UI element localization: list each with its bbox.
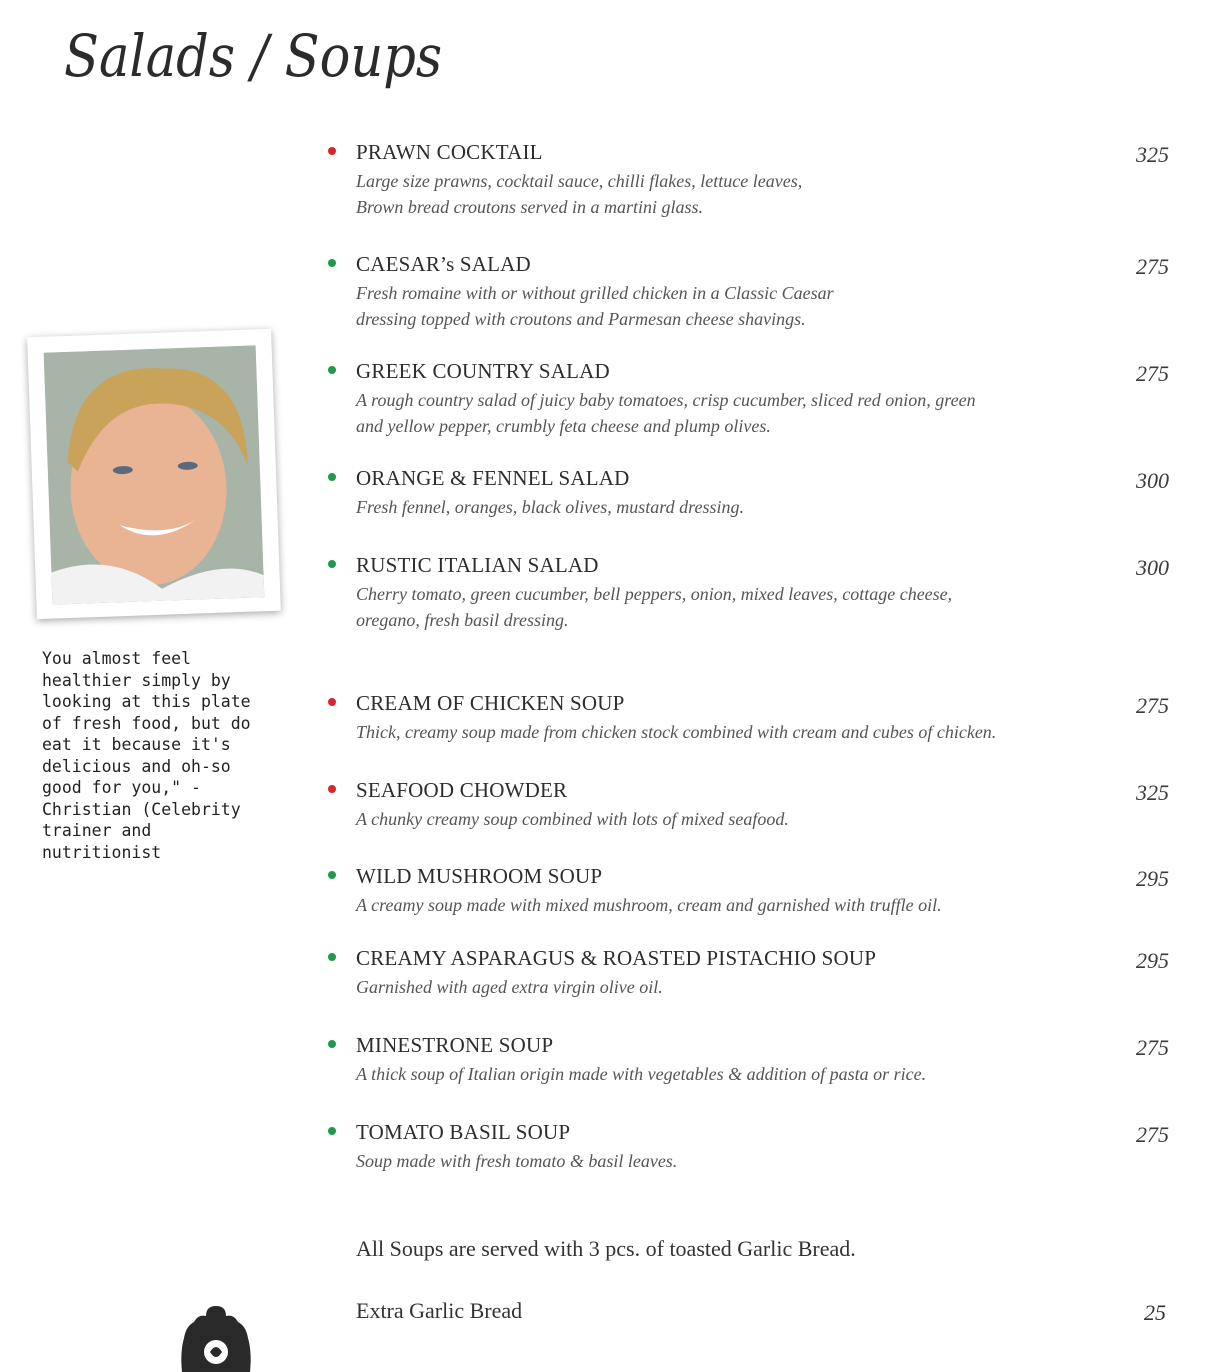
item-name: WILD MUSHROOM SOUP	[356, 864, 603, 888]
trainer-quote: You almost feel healthier simply by looking at this plate of fresh food, but do eat it because it's delicious and oh-so good for you," - Christian (Celebrity trainer and nutritionist	[42, 649, 251, 862]
veg-dot-icon	[328, 1040, 336, 1048]
soup-footnote: All Soups are served with 3 pcs. of toasted Garlic Bread.	[356, 1236, 856, 1261]
item-description: Fresh romaine with or without grilled chicken in a Classic Caesar dressing topped with croutons and Parmesan cheese shavings.	[356, 283, 834, 329]
item-name: GREEK COUNTRY SALAD	[356, 359, 610, 383]
veg-dot-icon	[328, 366, 336, 374]
item-name: SEAFOOD CHOWDER	[356, 778, 568, 802]
extra-item-name: Extra Garlic Bread	[356, 1298, 523, 1323]
chef-photo	[44, 345, 265, 604]
veg-dot-icon	[328, 259, 336, 267]
item-price: 275	[1136, 254, 1169, 279]
item-name: CAESAR’s SALAD	[356, 252, 531, 276]
item-price: 325	[1136, 780, 1169, 805]
item-description: A thick soup of Italian origin made with vegetables & addition of pasta or rice.	[356, 1064, 927, 1084]
page-title: Salads / Soups	[64, 22, 443, 90]
item-price: 275	[1136, 1035, 1169, 1060]
veg-dot-icon	[328, 953, 336, 961]
chef-photo-frame	[27, 329, 281, 619]
item-name: PRAWN COCKTAIL	[356, 140, 543, 164]
item-price: 300	[1136, 555, 1169, 580]
item-description: A chunky creamy soup combined with lots of mixed seafood.	[356, 809, 789, 829]
veg-dot-icon	[328, 871, 336, 879]
item-description: A creamy soup made with mixed mushroom, cream and garnished with truffle oil.	[356, 895, 942, 915]
item-price: 275	[1136, 361, 1169, 386]
item-price: 295	[1136, 866, 1169, 891]
item-price: 325	[1136, 142, 1169, 167]
veg-dot-icon	[328, 473, 336, 481]
item-name: ORANGE & FENNEL SALAD	[356, 466, 630, 490]
item-name: TOMATO BASIL SOUP	[356, 1120, 571, 1144]
item-description: Cherry tomato, green cucumber, bell peppers, onion, mixed leaves, cottage cheese, oregano, fresh basil dressing.	[356, 584, 953, 630]
item-description: Thick, creamy soup made from chicken stock combined with cream and cubes of chicken.	[356, 722, 997, 742]
item-name: RUSTIC ITALIAN SALAD	[356, 553, 599, 577]
nonveg-dot-icon	[328, 785, 336, 793]
item-description: Soup made with fresh tomato & basil leaves.	[356, 1151, 678, 1171]
item-price: 300	[1136, 468, 1169, 493]
item-price: 295	[1136, 948, 1169, 973]
item-price: 275	[1136, 693, 1169, 718]
item-name: CREAMY ASPARAGUS & ROASTED PISTACHIO SOUP	[356, 946, 877, 970]
veg-dot-icon	[328, 1127, 336, 1135]
nonveg-dot-icon	[328, 698, 336, 706]
item-description: Large size prawns, cocktail sauce, chilli flakes, lettuce leaves, Brown bread croutons served in a martini glass.	[356, 171, 803, 217]
item-price: 275	[1136, 1122, 1169, 1147]
veg-dot-icon	[328, 560, 336, 568]
item-description: A rough country salad of juicy baby tomatoes, crisp cucumber, sliced red onion, green and yellow pepper, crumbly feta cheese and plump olives.	[356, 390, 976, 436]
item-description: Garnished with aged extra virgin olive oil.	[356, 977, 663, 997]
item-name: MINESTRONE SOUP	[356, 1033, 554, 1057]
nonveg-dot-icon	[328, 147, 336, 155]
item-description: Fresh fennel, oranges, black olives, mustard dressing.	[356, 497, 744, 517]
extra-item-price: 25	[1144, 1300, 1166, 1325]
restaurant-logo-icon	[176, 1302, 256, 1372]
item-name: CREAM OF CHICKEN SOUP	[356, 691, 625, 715]
